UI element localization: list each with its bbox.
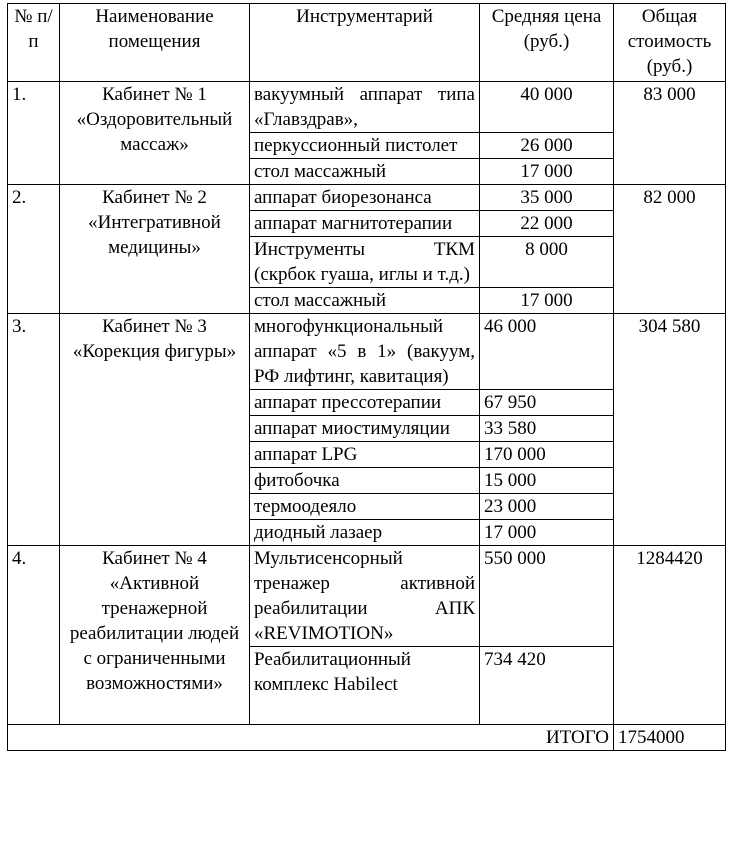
instrument-name: Инструменты ТКМ (скрбок гуаша, иглы и т.д.): [250, 237, 480, 288]
table-row: [8, 314, 726, 390]
instrument-name: вакуумный аппарат типа «Главздрав»,: [250, 82, 480, 133]
instrument-price: 40 000: [480, 82, 614, 133]
instrument-price: 8 000: [480, 237, 614, 288]
header-instruments: Инструментарий: [250, 4, 480, 82]
instrument-price: 734 420: [480, 647, 614, 725]
instrument-price: 170 000: [480, 442, 614, 468]
instrument-price: 15 000: [480, 468, 614, 494]
instrument-name: стол массажный: [250, 159, 480, 185]
instrument-price: 17 000: [480, 159, 614, 185]
total-label: ИТОГО: [8, 725, 614, 751]
instrument-name: диодный лазаер: [250, 520, 480, 546]
instrument-name: аппарат магнитотерапии: [250, 211, 480, 237]
table-row: [8, 82, 726, 133]
header-avg-price: Средняя цена (руб.): [480, 4, 614, 82]
instrument-price: 17 000: [480, 520, 614, 546]
table-row: [8, 546, 726, 647]
row-number: 4.: [8, 546, 60, 725]
instrument-name: аппарат биорезонанса: [250, 185, 480, 211]
room-name: Кабинет № 1 «Оздоровительный массаж»: [60, 82, 250, 185]
header-room: Наименование помещения: [60, 4, 250, 82]
room-total: 1284420: [614, 546, 726, 725]
table-row: [8, 185, 726, 211]
instrument-name: аппарат LPG: [250, 442, 480, 468]
header-total-cost: Общая стоимость (руб.): [614, 4, 726, 82]
room-total: 83 000: [614, 82, 726, 185]
instrument-price: 17 000: [480, 288, 614, 314]
row-number: 1.: [8, 82, 60, 185]
total-row: [8, 725, 726, 751]
instrument-price: 46 000: [480, 314, 614, 390]
instrument-name: аппарат миостимуляции: [250, 416, 480, 442]
instrument-price: 26 000: [480, 133, 614, 159]
equipment-table: [7, 3, 726, 751]
room-name: Кабинет № 2 «Интегративной медицины»: [60, 185, 250, 314]
instrument-name: фитобочка: [250, 468, 480, 494]
grand-total: 1754000: [614, 725, 726, 751]
header-row: [8, 4, 726, 82]
instrument-name: многофункциональный аппарат «5 в 1» (вакуум, РФ лифтинг, кавитация): [250, 314, 480, 390]
instrument-name: термоодеяло: [250, 494, 480, 520]
instrument-price: 550 000: [480, 546, 614, 647]
instrument-name: аппарат прессотерапии: [250, 390, 480, 416]
instrument-name: Реабилитационный комплекс Habilect: [250, 647, 480, 725]
room-name: Кабинет № 3 «Корекция фигуры»: [60, 314, 250, 546]
instrument-price: 33 580: [480, 416, 614, 442]
header-num: № п/п: [8, 4, 60, 82]
room-total: 304 580: [614, 314, 726, 546]
instrument-price: 23 000: [480, 494, 614, 520]
instrument-price: 22 000: [480, 211, 614, 237]
instrument-name: Мультисенсорный тренажер активной реабилитации АПК «REVIMOTION»: [250, 546, 480, 647]
instrument-price: 35 000: [480, 185, 614, 211]
instrument-name: стол массажный: [250, 288, 480, 314]
instrument-price: 67 950: [480, 390, 614, 416]
room-total: 82 000: [614, 185, 726, 314]
row-number: 3.: [8, 314, 60, 546]
instrument-name: перкуссионный пистолет: [250, 133, 480, 159]
room-name: Кабинет № 4 «Активной тренажерной реабилитации людей с ограниченными возможностями»: [60, 546, 250, 725]
row-number: 2.: [8, 185, 60, 314]
